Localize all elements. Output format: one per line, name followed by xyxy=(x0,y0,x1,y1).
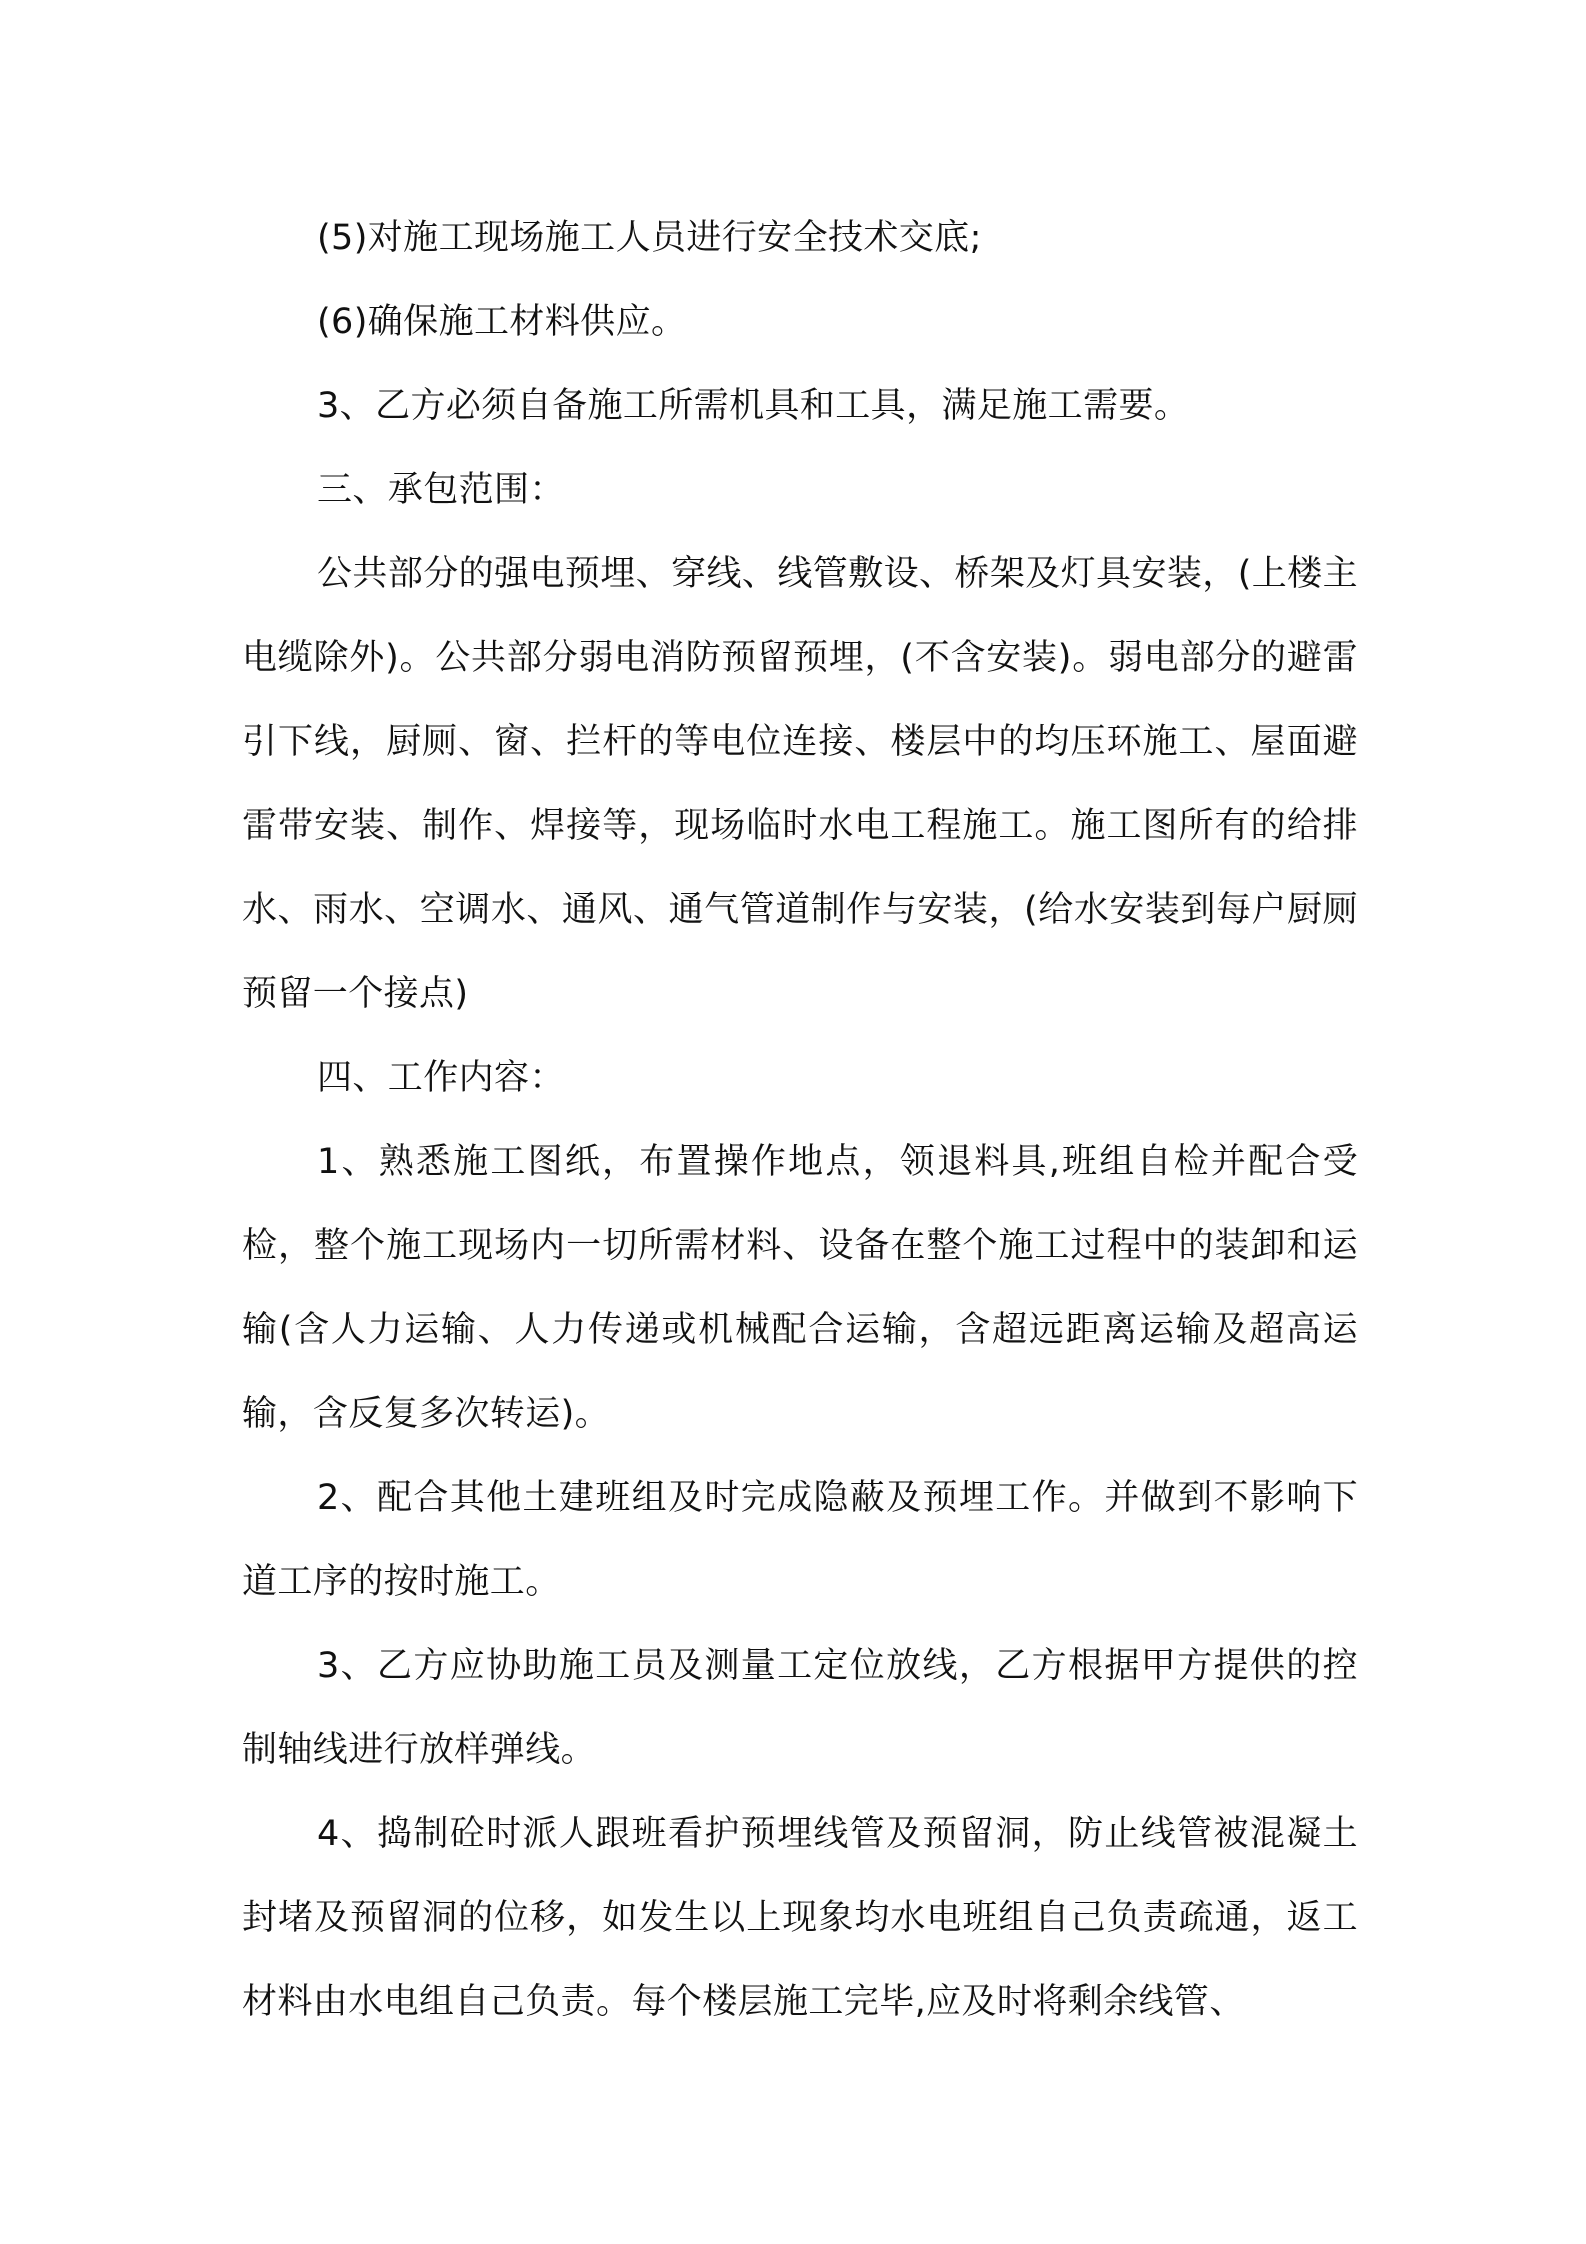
paragraph-item-6: (6)确保施工材料供应。 xyxy=(317,302,687,342)
paragraph-scope-details: 公共部分的强电预埋、穿线、线管敷设、桥架及灯具安装，(上楼主电缆除外)。公共部分弱电消防预留预埋，(不含安装)。弱电部分的避雷引下线，厨厕、窗、拦杆的等电位连接、楼层中的均压环施工、屋面避雷带安装、制作、焊接等，现场临时水电工程施工。施工图所有的给排水、雨水、空调水、通风、通气管道制作与安装，(给水安装到每户厨厕预留一个接点) xyxy=(242,554,1358,1014)
paragraph-work-item-4: 4、捣制砼时派人跟班看护预埋线管及预留洞，防止线管被混凝土封堵及预留洞的位移，如发生以上现象均水电班组自己负责疏通，返工材料由水电组自己负责。每个楼层施工完毕,应及时将剩余线管、 xyxy=(242,1814,1358,2022)
document-body xyxy=(242,196,1358,2044)
section-heading-work-content: 四、工作内容： xyxy=(317,1058,565,1098)
paragraph-clause-3-tools: 3、乙方必须自备施工所需机具和工具，满足施工需要。 xyxy=(317,386,1190,426)
paragraph-work-item-3: 3、乙方应协助施工员及测量工定位放线，乙方根据甲方提供的控制轴线进行放样弹线。 xyxy=(242,1646,1358,1770)
paragraph-work-item-1: 1、熟悉施工图纸，布置操作地点，领退料具,班组自检并配合受检，整个施工现场内一切所需材料、设备在整个施工过程中的装卸和运输(含人力运输、人力传递或机械配合运输，含超远距离运输及超高运输，含反复多次转运)。 xyxy=(242,1142,1358,1434)
section-heading-scope: 三、承包范围： xyxy=(317,470,565,510)
paragraph-item-5: (5)对施工现场施工人员进行安全技术交底; xyxy=(317,218,982,258)
paragraph-work-item-2: 2、配合其他土建班组及时完成隐蔽及预埋工作。并做到不影响下道工序的按时施工。 xyxy=(242,1478,1358,1602)
